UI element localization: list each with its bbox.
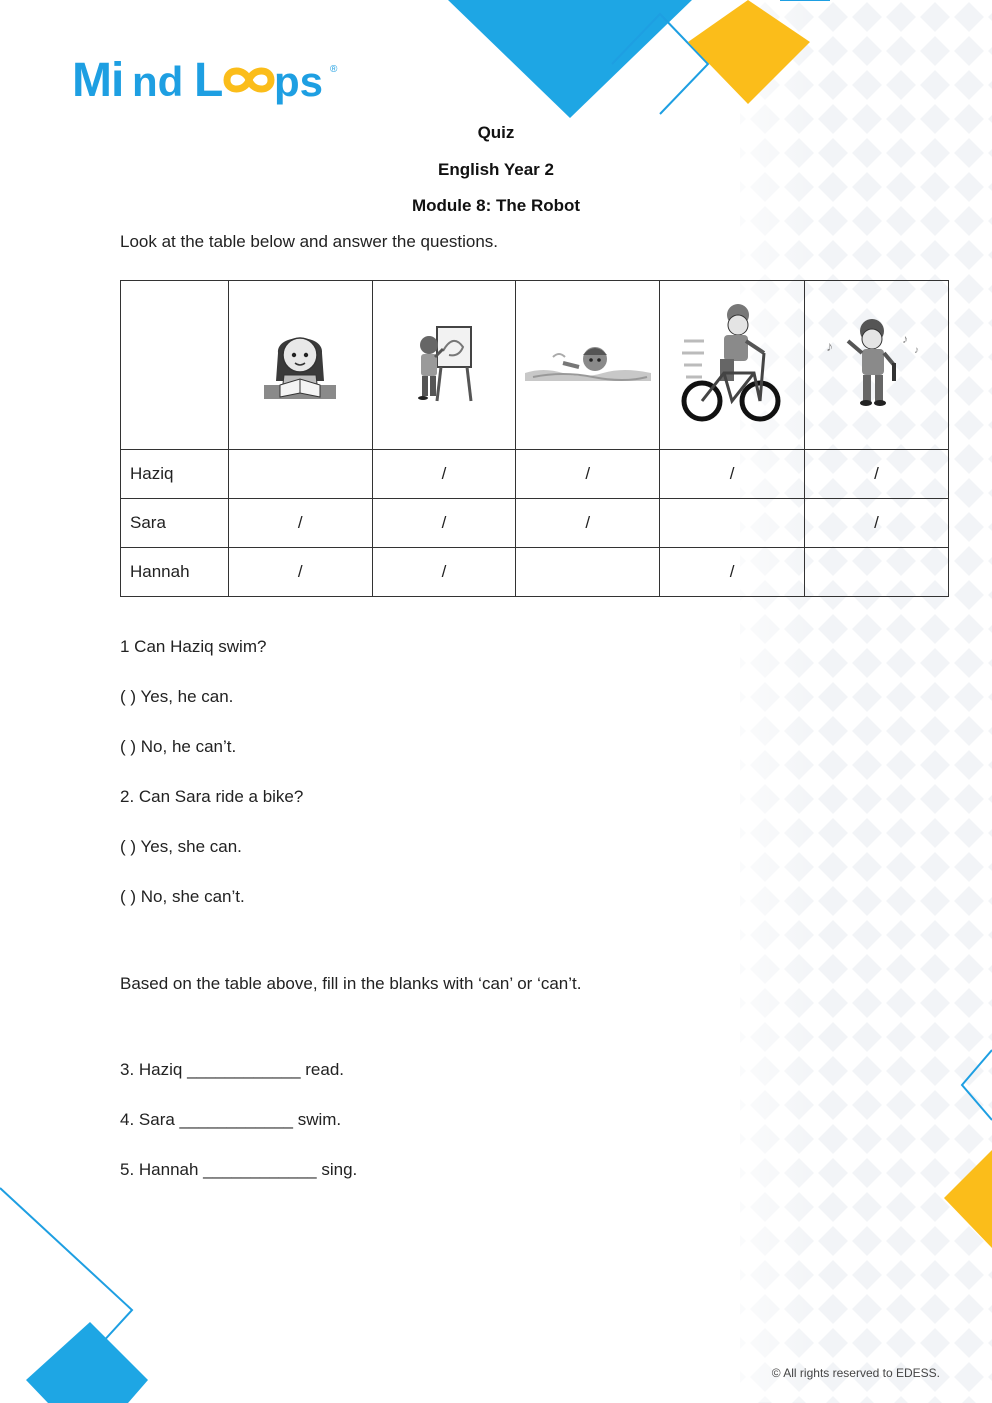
girl-reading-icon <box>258 323 342 403</box>
activity-table <box>120 280 949 597</box>
q1-option-no[interactable]: ( ) No, he can’t. <box>120 737 237 756</box>
boy-swimming-icon <box>523 333 653 393</box>
mark-cell: / <box>372 548 516 597</box>
question-2: 2. Can Sara ride a bike? <box>120 787 304 806</box>
empty-corner-cell <box>121 281 229 450</box>
bottom-outline-line <box>0 1188 132 1345</box>
mark-cell <box>516 548 660 597</box>
mark-cell: / <box>228 548 372 597</box>
mark-cell: / <box>805 499 949 548</box>
mark-cell: / <box>228 499 372 548</box>
picture-row <box>121 281 949 450</box>
q2-option-no[interactable]: ( ) No, she can’t. <box>120 887 245 906</box>
mindloops-logo <box>72 52 352 114</box>
mark-cell <box>228 450 372 499</box>
name-cell: Hannah <box>121 548 229 597</box>
mark-cell <box>660 499 805 548</box>
svg-text:nd: nd <box>132 58 184 105</box>
boy-painting-icon <box>409 321 479 405</box>
name-cell: Sara <box>121 499 229 548</box>
mark-cell: / <box>516 450 660 499</box>
svg-text:ps: ps <box>274 58 324 105</box>
q2-option-yes[interactable]: ( ) Yes, she can. <box>120 837 242 856</box>
question-1: 1 Can Haziq swim? <box>120 637 267 656</box>
mark-cell: / <box>372 499 516 548</box>
activity-bike-cell <box>660 281 805 450</box>
svg-text:♪: ♪ <box>913 344 919 356</box>
mark-cell: / <box>372 450 516 499</box>
quiz-title: Quiz <box>477 123 515 142</box>
table-row-haziq <box>121 450 949 499</box>
mark-cell <box>805 548 949 597</box>
activity-paint-cell <box>372 281 516 450</box>
mark-cell: / <box>516 499 660 548</box>
boy-singing-icon <box>822 313 932 413</box>
svg-text:♪: ♪ <box>901 331 908 346</box>
boy-riding-bike-icon <box>680 301 784 425</box>
mark-cell: / <box>805 450 949 499</box>
table-row-hannah <box>121 548 949 597</box>
table-row-sara <box>121 499 949 548</box>
svg-text:♪: ♪ <box>825 337 833 354</box>
svg-text:L: L <box>194 54 224 107</box>
fill-instruction: Based on the table above, fill in the blanks with ‘can’ or ‘can’t. <box>120 974 582 993</box>
mark-cell: / <box>660 548 805 597</box>
mark-cell: / <box>660 450 805 499</box>
question-4[interactable]: 4. Sara ____________ swim. <box>120 1110 342 1129</box>
activity-read-cell <box>228 281 372 450</box>
q1-option-yes[interactable]: ( ) Yes, he can. <box>120 687 234 706</box>
name-cell: Haziq <box>121 450 229 499</box>
question-3[interactable]: 3. Haziq ____________ read. <box>120 1060 345 1079</box>
activity-swim-cell <box>516 281 660 450</box>
copyright-notice: © All rights reserved to EDESS. <box>771 1366 940 1380</box>
svg-text:Mi: Mi <box>72 54 124 107</box>
table-instruction: Look at the table below and answer the questions. <box>120 232 499 251</box>
subject-title: English Year 2 <box>438 160 554 179</box>
svg-text:®: ® <box>330 64 338 75</box>
activity-sing-cell <box>805 281 949 450</box>
module-title: Module 8: The Robot <box>411 196 581 215</box>
question-5[interactable]: 5. Hannah ____________ sing. <box>120 1160 358 1179</box>
bottom-blue-diamond <box>26 1322 148 1403</box>
